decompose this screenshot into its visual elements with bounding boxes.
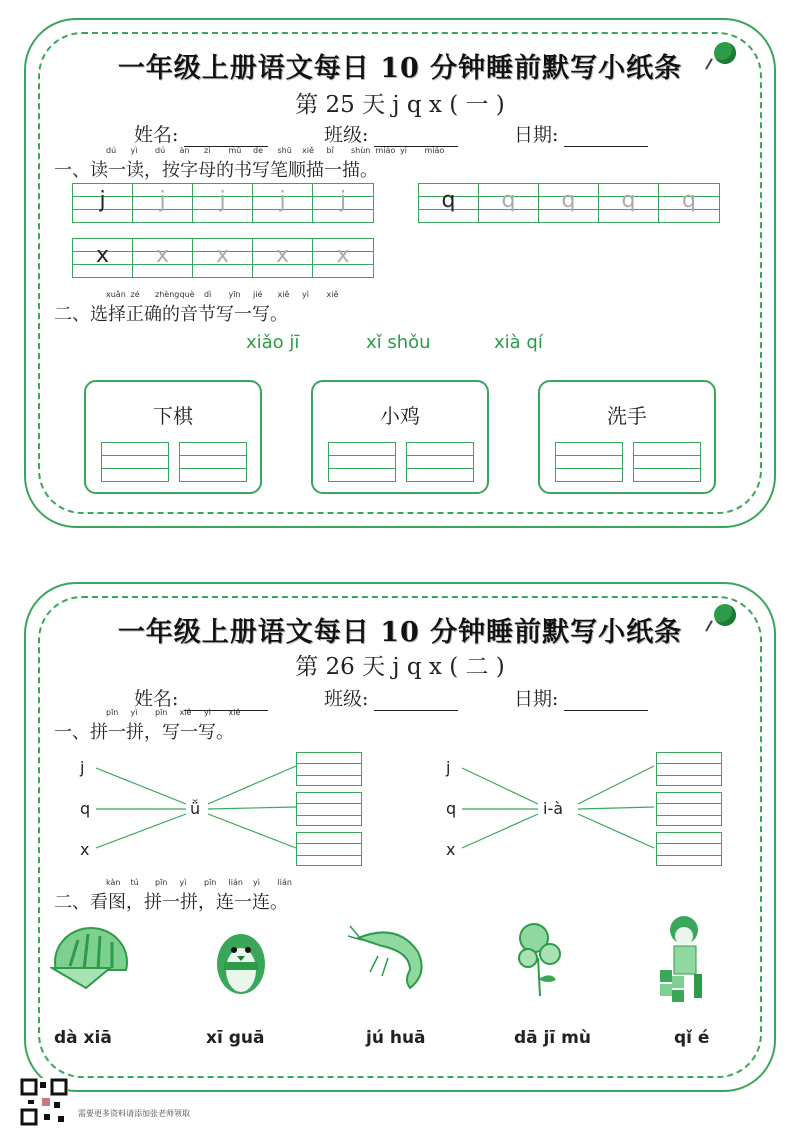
watermelon-icon[interactable]: [50, 926, 132, 992]
pinyin-annotation: xiě: [179, 708, 192, 717]
name-blank[interactable]: [184, 126, 268, 147]
pinyin-answer[interactable]: xī guā: [206, 1028, 265, 1048]
syllable-choice: xià qí: [494, 332, 543, 353]
date-label: 日期:: [514, 688, 559, 710]
pinyin-annotation: zhèng: [155, 290, 180, 299]
answer-box[interactable]: [633, 442, 701, 482]
pinyin-annotation: yīn: [228, 290, 241, 299]
pinyin-annotation: pīn: [155, 878, 168, 887]
card-2-info-row: [134, 684, 268, 711]
footer-note: 需要更多资料请添加张老师领取: [78, 1109, 190, 1118]
answer-box[interactable]: [656, 832, 722, 866]
penguin-icon[interactable]: [210, 922, 272, 998]
card-1-date: [514, 120, 648, 147]
pushpin-icon: [714, 604, 736, 626]
grid-letter[interactable]: q: [561, 188, 576, 213]
final-letter: ǚ: [190, 799, 201, 818]
pinyin-annotation: miáo: [424, 146, 445, 155]
date-blank[interactable]: [564, 690, 648, 711]
grid-letter: x: [95, 243, 110, 268]
card-2-date: [514, 684, 648, 711]
pinyin-annotation: xiě: [228, 708, 241, 717]
pinyin-annotation: jié: [253, 290, 263, 299]
qr-code-icon[interactable]: [20, 1078, 68, 1126]
pinyin-annotation: zé: [130, 290, 140, 299]
class-label: 班级:: [324, 124, 369, 146]
chrysanthemum-icon[interactable]: [512, 918, 568, 998]
word-label: 洗手: [607, 404, 647, 428]
pinyin-annotation: shū: [277, 146, 292, 155]
name-label: 姓名:: [134, 688, 179, 710]
grid-letter[interactable]: j: [159, 188, 166, 213]
grid-letter: j: [99, 188, 106, 213]
syllable-choice: xǐ shǒu: [366, 332, 431, 353]
grid-letter[interactable]: q: [501, 188, 516, 213]
pinyin-annotation: xiě: [326, 290, 339, 299]
girl-icon[interactable]: [656, 912, 714, 1004]
answer-box[interactable]: [555, 442, 623, 482]
pinyin-annotation: pīn: [155, 708, 168, 717]
initial-letter: j: [446, 758, 451, 777]
initial-letter: q: [80, 799, 91, 818]
card-2-title: 一年级上册语文每日 10 分钟睡前默写小纸条: [117, 617, 683, 648]
answer-box[interactable]: [296, 752, 362, 786]
pinyin-annotation: tú: [130, 878, 139, 887]
card-1-subtitle: 第 25 天 j q x ( 一 ): [295, 92, 505, 118]
word-box: [311, 380, 489, 494]
class-blank[interactable]: [374, 690, 458, 711]
pinyin-annotation: lián: [277, 878, 292, 887]
pinyin-annotation: yì: [204, 708, 211, 717]
date-blank[interactable]: [564, 126, 648, 147]
grid-letter[interactable]: x: [215, 243, 230, 268]
pinyin-annotation: yì: [253, 878, 260, 887]
answer-box[interactable]: [328, 442, 396, 482]
pinyin-answer[interactable]: qǐ é: [674, 1028, 710, 1048]
pinyin-annotation: dú: [155, 146, 166, 155]
card-1-info-row: [134, 120, 268, 147]
grid-letter: q: [441, 188, 456, 213]
grid-letter[interactable]: j: [219, 188, 226, 213]
pinyin-annotation: zì: [204, 146, 211, 155]
grid-letter[interactable]: x: [336, 243, 350, 268]
grid-letter[interactable]: x: [155, 243, 170, 268]
grid-letter[interactable]: j: [279, 188, 286, 213]
name-label: 姓名:: [134, 124, 179, 146]
final-letter: i-à: [543, 799, 564, 818]
tracing-grid-q: [418, 183, 720, 223]
card-1-title: 一年级上册语文每日 10 分钟睡前默写小纸条: [117, 53, 683, 84]
pinyin-annotation: yì: [179, 878, 187, 887]
word-box: [84, 380, 262, 494]
card-1-class: [324, 120, 458, 147]
pinyin-annotation: yì: [130, 708, 138, 717]
pinyin-annotation: pīn: [106, 708, 119, 717]
answer-box[interactable]: [656, 792, 722, 826]
pinyin-annotation: àn: [179, 146, 190, 155]
initial-letter: x: [446, 840, 456, 859]
pinyin-annotation: miáo: [375, 146, 396, 155]
pinyin-answer[interactable]: dā jī mù: [514, 1028, 591, 1048]
pinyin-annotation: de: [253, 146, 263, 155]
answer-box[interactable]: [296, 792, 362, 826]
answer-box[interactable]: [296, 832, 362, 866]
answer-box[interactable]: [101, 442, 169, 482]
card-2-section-1-title: 一、拼一拼，写一写。: [54, 722, 234, 743]
date-label: 日期:: [514, 124, 559, 146]
pinyin-annotation: què: [179, 290, 195, 299]
class-label: 班级:: [324, 688, 369, 710]
card-1-section-1-title: 一、读一读，按字母的书写笔顺描一描。: [54, 160, 378, 181]
pinyin-answer[interactable]: dà xiā: [54, 1028, 112, 1048]
pinyin-annotation: xiě: [302, 146, 314, 155]
answer-box[interactable]: [179, 442, 247, 482]
word-box: [538, 380, 716, 494]
pinyin-annotation: mǔ: [228, 146, 242, 155]
pinyin-annotation: pīn: [204, 878, 217, 887]
pinyin-annotation: xuǎn: [106, 290, 126, 299]
initial-letter: x: [80, 840, 90, 859]
pushpin-icon: [714, 42, 736, 64]
pinyin-annotation: yì: [130, 146, 138, 155]
name-blank[interactable]: [184, 690, 268, 711]
answer-box[interactable]: [406, 442, 474, 482]
pinyin-annotation: shùn: [351, 146, 371, 155]
pinyin-answer[interactable]: jú huā: [366, 1028, 426, 1048]
pinyin-annotation: lián: [228, 878, 243, 887]
answer-box[interactable]: [656, 752, 722, 786]
word-label: 下棋: [153, 404, 193, 428]
tracing-grid-x: [72, 238, 374, 278]
initial-letter: j: [80, 758, 85, 777]
class-blank[interactable]: [374, 126, 458, 147]
card-2-subtitle: 第 26 天 j q x ( 二 ): [295, 654, 505, 680]
pinyin-annotation: dì: [204, 290, 212, 299]
pinyin-annotation: kàn: [106, 878, 121, 887]
card-2-section-2-title: 二、看图，拼一拼，连一连。: [54, 892, 288, 913]
pinyin-annotation: yì: [302, 290, 309, 299]
syllable-choice: xiǎo jī: [246, 332, 300, 353]
shrimp-icon[interactable]: [348, 922, 434, 994]
pinyin-annotation: yì: [400, 146, 407, 155]
grid-letter[interactable]: x: [275, 243, 290, 268]
grid-letter[interactable]: q: [682, 188, 696, 213]
pinyin-annotation: dú: [106, 146, 117, 155]
grid-letter[interactable]: q: [621, 188, 636, 213]
card-2-class: [324, 684, 458, 711]
pinyin-annotation: bǐ: [326, 146, 334, 155]
initial-letter: q: [446, 799, 457, 818]
tracing-grid-j: [72, 183, 374, 223]
card-1-section-2-title: 二、选择正确的音节写一写。: [54, 304, 288, 325]
pinyin-annotation: xiě: [277, 290, 290, 299]
word-label: 小鸡: [380, 404, 420, 428]
grid-letter[interactable]: j: [339, 188, 347, 213]
